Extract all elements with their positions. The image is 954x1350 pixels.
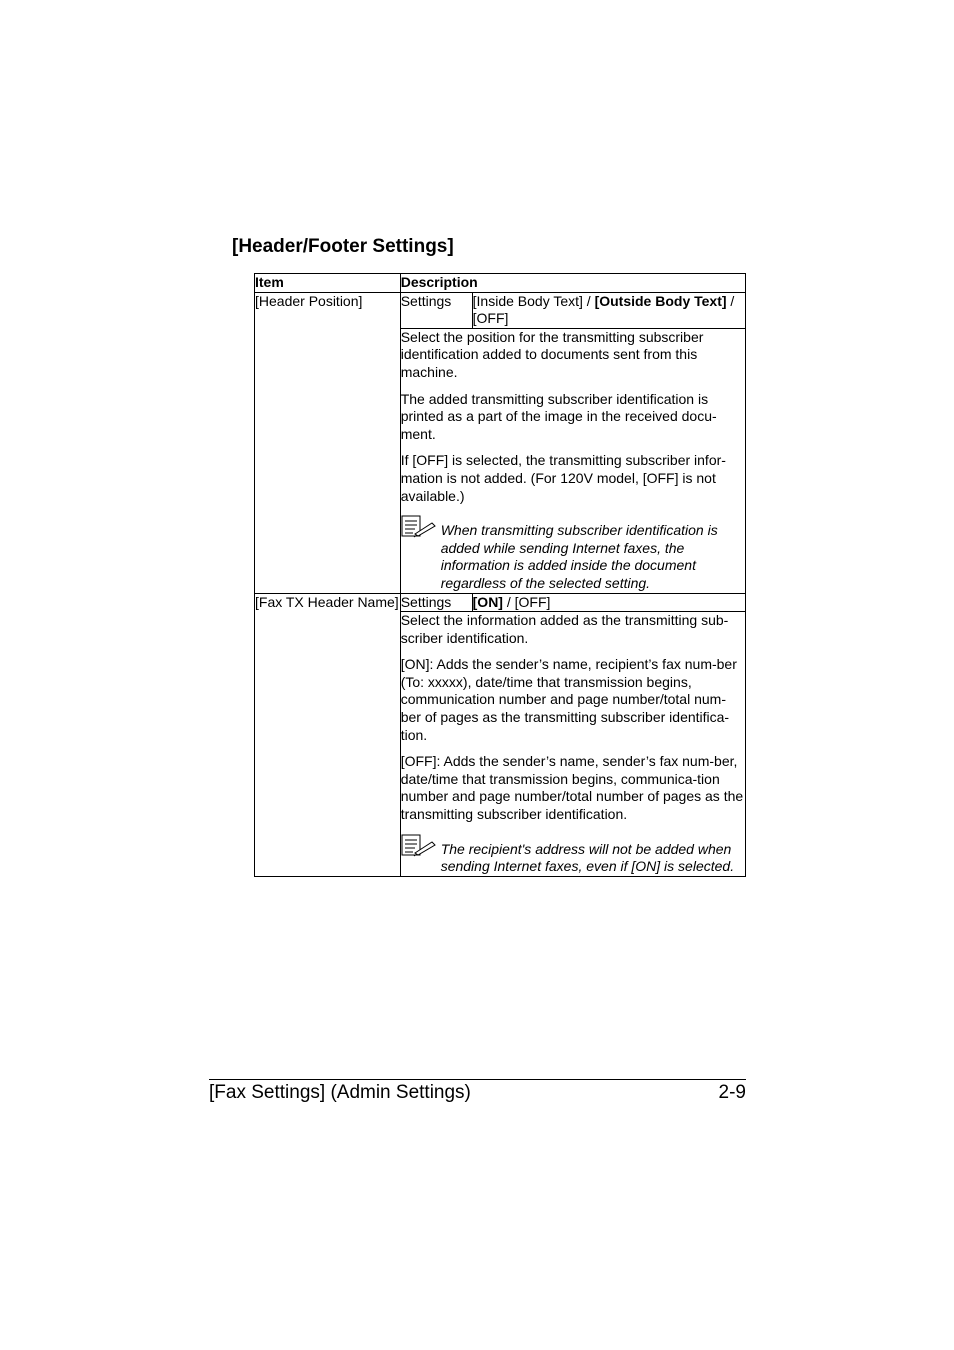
item-header-position: [Header Position]	[255, 292, 401, 593]
page-number: 2-9	[718, 1082, 746, 1103]
settings-value-default: [Outside Body Text]	[594, 292, 727, 309]
settings-value	[472, 292, 745, 328]
note-pencil-icon	[401, 833, 441, 876]
note-text: The recipient's address will not be added when sending Internet faxes, even if [ON] is selected.	[440, 840, 735, 875]
settings-label: Settings	[400, 593, 472, 612]
description-paragraph: Select the position for the transmitting subscriber identification added to documents sent from this machine.	[400, 328, 704, 380]
settings-value-pre: [Inside Body Text] /	[472, 292, 595, 309]
settings-label: Settings	[400, 292, 472, 328]
column-header-description: Description	[400, 274, 745, 293]
description-paragraph: The added transmitting subscriber identification is printed as a part of the image in the received docu-ment.	[400, 390, 717, 442]
settings-value-post: / [OFF]	[502, 593, 551, 610]
description-paragraph: [OFF]: Adds the sender’s name, sender’s fax num-ber, date/time that transmission begins, communica-tion number and page number/total number of pages as the transmitting subscriber identification.	[400, 753, 744, 823]
description-cell	[400, 612, 745, 877]
note-text: When transmitting subscriber identification is added while sending Internet faxes, the information is added inside the document regardless of the selected setting.	[440, 522, 718, 591]
description-cell	[400, 328, 745, 593]
settings-value-default: [ON]	[472, 593, 503, 610]
settings-value	[472, 593, 745, 612]
note-block	[401, 833, 745, 876]
note-pencil-icon	[401, 514, 441, 592]
item-fax-tx-header-name: [Fax TX Header Name]	[255, 593, 401, 876]
table-row	[255, 292, 746, 328]
settings-table	[254, 273, 746, 877]
note-block	[401, 514, 745, 592]
footer-rule	[209, 1079, 746, 1080]
footer-title: [Fax Settings] (Admin Settings)	[209, 1082, 471, 1103]
table-row	[255, 593, 746, 612]
column-header-item: Item	[255, 274, 401, 293]
table-header-row	[255, 274, 746, 293]
description-paragraph: [ON]: Adds the sender’s name, recipient’s fax num-ber (To: xxxxx), date/time that transmission begins, communication number and page number/total num-ber of pages as the transmitting subscriber identifica-tion.	[400, 656, 737, 743]
section-title: [Header/Footer Settings]	[232, 236, 454, 257]
description-paragraph: If [OFF] is selected, the transmitting subscriber infor-mation is not added. (For 120V model, [OFF] is not available.)	[400, 452, 726, 504]
settings-value-post: / [OFF]	[472, 292, 735, 327]
description-paragraph: Select the information added as the transmitting sub-scriber identification.	[400, 612, 729, 646]
